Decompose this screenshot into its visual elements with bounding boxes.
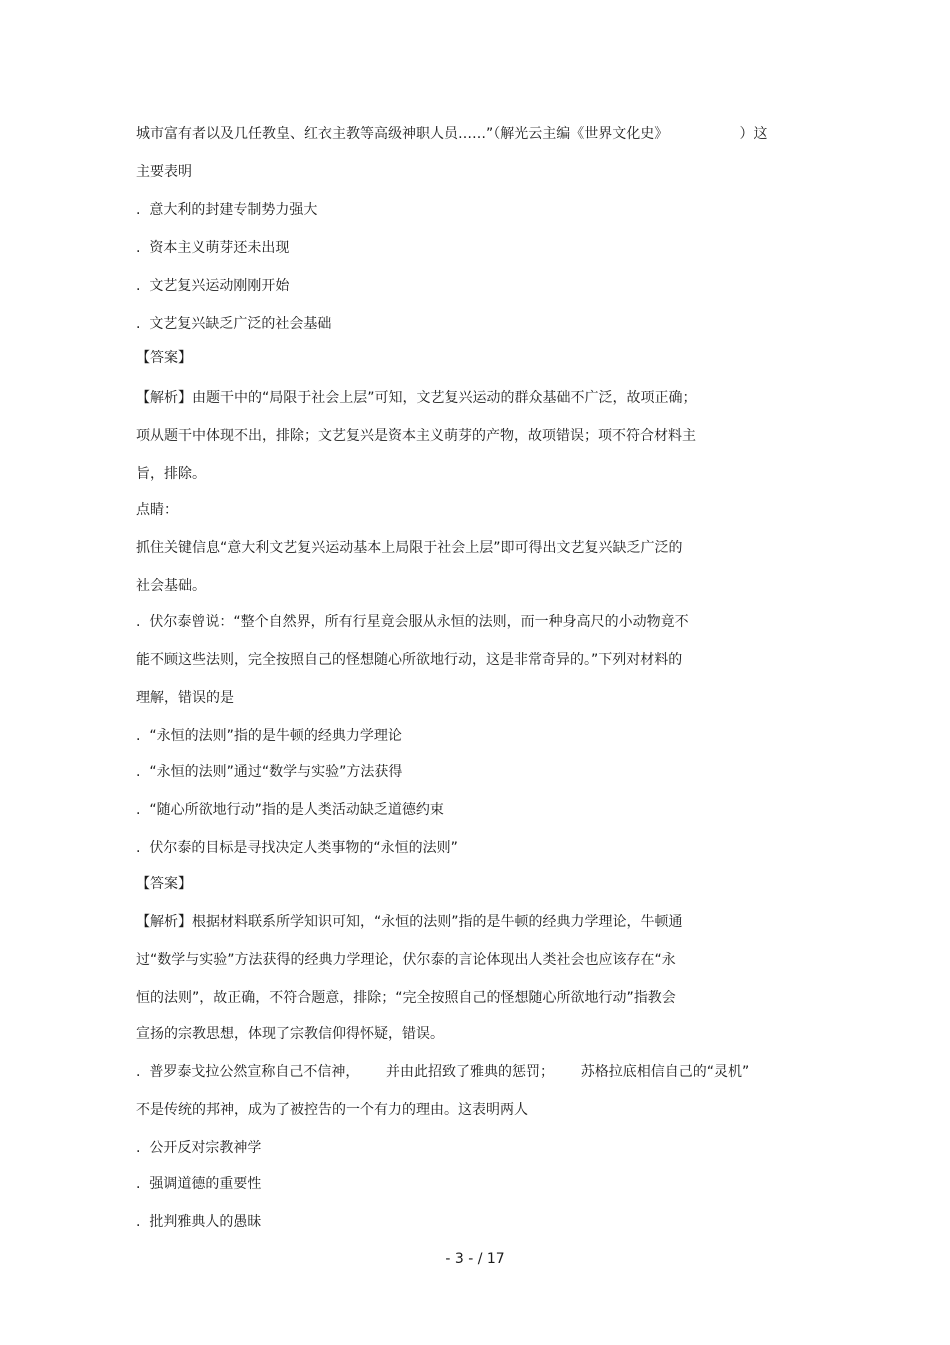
answer-heading: 【答案】 bbox=[136, 350, 192, 366]
text-line: 主要表明 bbox=[136, 164, 192, 180]
question-line: 理解，错误的是 bbox=[136, 690, 234, 706]
option-line: . 文艺复兴缺乏广泛的社会基础 bbox=[136, 316, 332, 332]
tip-line: 抓住关键信息“意大利文艺复兴运动基本上局限于社会上层”即可得出文艺复兴缺乏广泛的 bbox=[136, 540, 683, 556]
option-line: . “永恒的法则”指的是牛顿的经典力学理论 bbox=[136, 728, 402, 744]
answer-heading: 【答案】 bbox=[136, 876, 192, 892]
analysis-line: 恒的法则”，故正确，不符合题意，排除；“完全按照自己的怪想随心所欲地行动”指教会 bbox=[136, 990, 676, 1006]
option-line: . 意大利的封建专制势力强大 bbox=[136, 202, 318, 218]
option-line: . 伏尔泰的目标是寻找决定人类事物的“永恒的法则” bbox=[136, 840, 458, 856]
option-line: . “永恒的法则”通过“数学与实验”方法获得 bbox=[136, 764, 403, 780]
analysis-line: 项从题干中体现不出，排除；文艺复兴是资本主义萌芽的产物，故项错误；项不符合材料主 bbox=[136, 428, 696, 444]
analysis-line: 过“数学与实验”方法获得的经典力学理论，伏尔泰的言论体现出人类社会也应该存在“永 bbox=[136, 952, 676, 968]
question-line: . 伏尔泰曾说：“整个自然界，所有行星竟会服从永恒的法则，而一种身高尺的小动物竟不 bbox=[136, 614, 689, 630]
analysis-line: 【解析】由题干中的“局限于社会上层”可知，文艺复兴运动的群众基础不广泛，故项正确； bbox=[136, 390, 697, 406]
question-line: 能不顾这些法则，完全按照自己的怪想随心所欲地行动，这是非常奇异的。”下列对材料的 bbox=[136, 652, 683, 668]
tip-heading: 点睛： bbox=[136, 502, 178, 518]
option-line: . 资本主义萌芽还未出现 bbox=[136, 240, 290, 256]
analysis-line: 【解析】根据材料联系所学知识可知，“永恒的法则”指的是牛顿的经典力学理论，牛顿通 bbox=[136, 914, 683, 930]
option-line: . 批判雅典人的愚昧 bbox=[136, 1214, 262, 1230]
option-line: . 公开反对宗教神学 bbox=[136, 1140, 262, 1156]
tip-line: 社会基础。 bbox=[136, 578, 206, 594]
question-line: . 普罗泰戈拉公然宣称自己不信神， 并由此招致了雅典的惩罚； 苏格拉底相信自己的“灵机” bbox=[136, 1064, 750, 1080]
analysis-line: 宣扬的宗教思想，体现了宗教信仰得怀疑，错误。 bbox=[136, 1026, 444, 1042]
page-number: - 3 - / 17 bbox=[445, 1251, 505, 1267]
option-line: . 文艺复兴运动刚刚开始 bbox=[136, 278, 290, 294]
option-line: . 强调道德的重要性 bbox=[136, 1176, 262, 1192]
option-line: . “随心所欲地行动”指的是人类活动缺乏道德约束 bbox=[136, 802, 444, 818]
text-line: 城市富有者以及几任教皇、红衣主教等高级神职人员……”（解光云主编《世界文化史》 ）这 bbox=[136, 126, 768, 142]
question-line: 不是传统的邦神，成为了被控告的一个有力的理由。这表明两人 bbox=[136, 1102, 528, 1118]
analysis-line: 旨，排除。 bbox=[136, 466, 206, 482]
